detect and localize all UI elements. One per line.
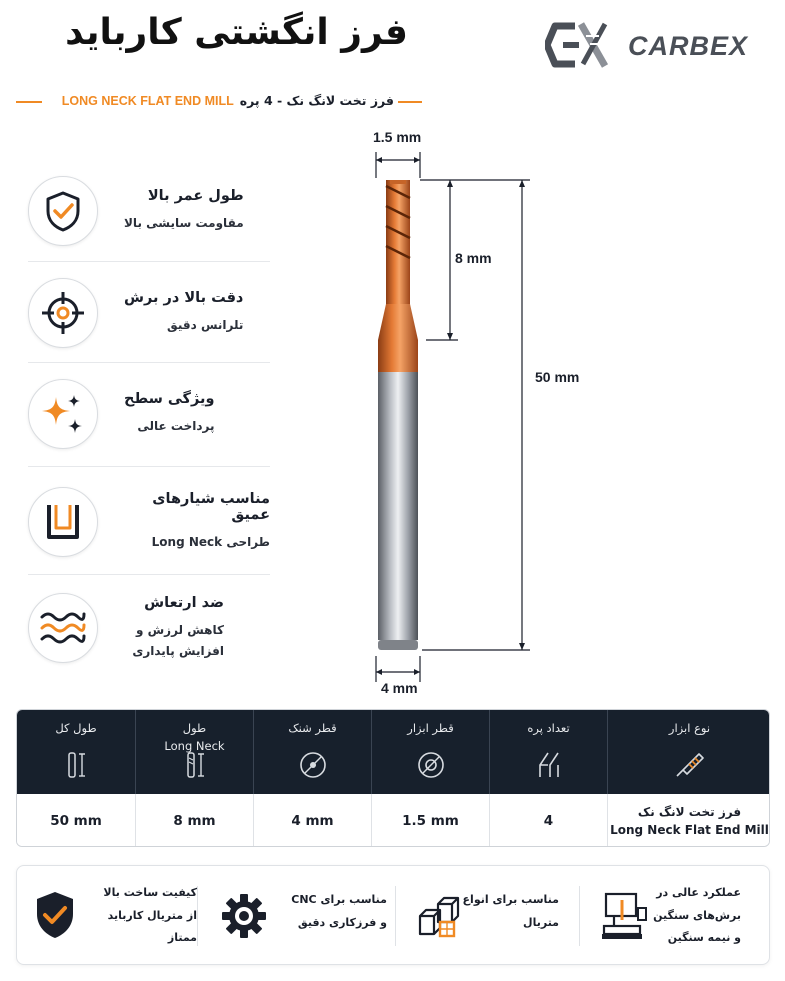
tool-diameter-icon: [372, 750, 489, 780]
spec-value-tool-type: [607, 794, 770, 847]
feature-text: [124, 595, 224, 661]
logo-text: CARBEX: [628, 31, 749, 61]
spec-header-tool-type: [607, 710, 770, 794]
spec-value-tool-type-en: Long Neck Flat End Mill: [610, 823, 769, 837]
neck-length-icon: [136, 750, 253, 780]
feature-desc: مقاومت سایشی بالا: [124, 216, 244, 231]
feature-desc: تلرانس دقیق: [167, 318, 244, 333]
crosshair-icon: [28, 278, 98, 348]
feature-item: [28, 265, 270, 361]
spec-value-overall-length: 50 mm: [50, 813, 102, 829]
bottom-features-bar: [16, 865, 770, 965]
spec-value-flutes: 4: [489, 794, 607, 847]
bottom-feature-text: مناسب برای انواع متریال: [462, 893, 559, 929]
spec-header-flutes: [489, 710, 607, 794]
feature-desc: طراحی Long Neck: [151, 535, 270, 550]
divider: [28, 261, 270, 262]
materials-icon: [416, 894, 462, 944]
spec-value-tool-type-fa: فرز تخت لانگ نک: [637, 805, 742, 819]
feature-desc: پرداخت عالی: [137, 419, 215, 434]
sparkles-icon: [28, 379, 98, 449]
feature-text: [124, 391, 214, 436]
divider: [28, 466, 270, 467]
spec-header-shank-diameter: [253, 710, 371, 794]
deep-slot-icon: [28, 487, 98, 557]
shank-diameter-icon: [254, 750, 371, 780]
divider: [28, 574, 270, 575]
anti-vibration-icon: [28, 593, 98, 663]
spec-header-label: تعداد پره: [527, 721, 570, 735]
overall-length-icon: [17, 750, 135, 780]
divider: [28, 362, 270, 363]
cutting-diameter-label: 1.5 mm: [373, 129, 422, 145]
feature-desc: کاهش لرزش و افزایش پایداری: [132, 623, 224, 658]
separator: [579, 886, 580, 946]
spec-header-label: طول کل: [55, 721, 97, 735]
spec-header-label: قطر ابزار: [407, 721, 454, 735]
overall-length-label: 50 mm: [535, 369, 580, 385]
feature-item: [28, 580, 270, 676]
subtitle-fa: فرز تخت لانگ نک - 4 پره: [239, 93, 394, 108]
subtitle-line-right: [398, 101, 422, 103]
shield-check-icon: [28, 176, 98, 246]
end-mill-icon: [608, 750, 770, 780]
bottom-feature-text: کیفیت ساخت بالا از متریال کارباید ممتاز: [103, 886, 197, 945]
spec-header-label: قطر شنک: [288, 721, 337, 735]
spec-value-shank-diameter: 4 mm: [253, 794, 371, 847]
gear-icon: [220, 892, 268, 944]
subtitle: [46, 93, 394, 108]
shield-check-icon: [33, 890, 77, 944]
subtitle-en: LONG NECK FLAT END MILL: [61, 93, 234, 108]
feature-item: [28, 366, 270, 462]
end-mill-drawing: [350, 120, 580, 700]
feature-text: [124, 290, 243, 335]
spec-table-header: [17, 710, 770, 794]
machining-icon: [600, 890, 648, 946]
neck-length-label: 8 mm: [455, 250, 492, 266]
spec-table-values: [17, 794, 770, 847]
separator: [197, 886, 198, 946]
feature-title: دقت بالا در برش: [124, 290, 244, 307]
feature-title: طول عمر بالا: [147, 188, 244, 205]
feature-item: [28, 163, 270, 259]
feature-text: [124, 188, 244, 233]
spec-table: [16, 709, 770, 847]
page-title: فرز انگشتی کارباید: [65, 12, 408, 53]
subtitle-line-left: [16, 101, 42, 103]
feature-item: [28, 474, 270, 570]
spec-header-overall-length: [17, 710, 135, 794]
bottom-feature-text: عملکرد عالی در برش‌های سنگین و نیمه سنگین: [653, 886, 741, 945]
feature-title: مناسب شیارهای عمیق: [152, 491, 270, 524]
spec-value-tool-diameter: 1.5 mm: [371, 794, 489, 847]
feature-title: ویژگی سطح: [124, 391, 215, 408]
bottom-feature-text: مناسب برای CNC و فرزکاری دقیق: [291, 893, 387, 929]
separator: [395, 886, 396, 946]
spec-header-label: طول Long Neck: [164, 721, 225, 754]
feature-title: ضد ارتعاش: [144, 595, 224, 612]
spec-header-label: نوع ابزار: [668, 721, 711, 735]
shank-diameter-label: 4 mm: [381, 680, 418, 696]
spec-header-tool-diameter: [371, 710, 489, 794]
feature-text: [124, 491, 270, 552]
spec-header-neck-length: [135, 710, 253, 794]
flutes-icon: [490, 750, 607, 780]
spec-value-neck-length: 8 mm: [135, 794, 253, 847]
